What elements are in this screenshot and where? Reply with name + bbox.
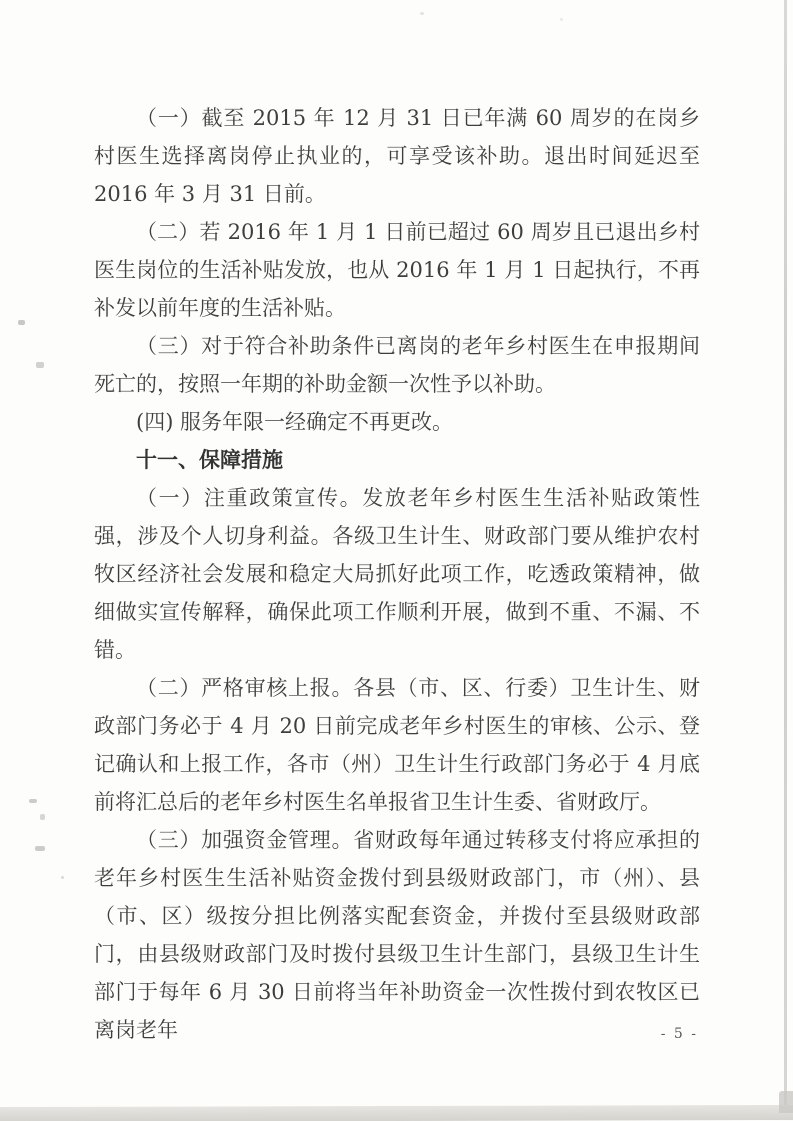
section-heading: 十一、保障措施 [136,448,283,472]
scan-speck [61,876,64,879]
body-paragraph: （三）加强资金管理。省财政每年通过转移支付将应承担的老年乡村医生生活补贴资金拨付到县级财政部门，市（州）、县（市、区）级按分担比例落实配套资金，并拨付至县级财政部门，由县级财政部门及时拨付县级卫生计生部门，县级卫生计生部门于每年 6 月 30 日前将当年补助资金一次性拨付到农牧区已离岗老年 [94,828,700,1042]
scan-speck [35,846,45,851]
scan-speck [18,320,25,325]
body-paragraph: (四) 服务年限一经确定不再更改。 [136,410,454,434]
scan-speck [36,362,44,368]
body-paragraph: （二）若 2016 年 1 月 1 日前已超过 60 周岁且已退出乡村医生岗位的生活补贴发放，也从 2016 年 1 月 1 日起执行，不再补发以前年度的生活补贴。 [94,220,700,320]
scan-corner-shadow [779,1091,793,1113]
body-paragraph: （一）截至 2015 年 12 月 31 日已年满 60 周岁的在岗乡村医生选择离岗停止执业的，可享受该补助。退出时间延迟至 2016 年 3 月 31 日前。 [94,106,700,206]
body-paragraph: （三）对于符合补助条件已离岗的老年乡村医生在申报期间死亡的，按照一年期的补助金额一次性予以补助。 [94,334,700,396]
scan-edge-line [784,0,787,1105]
scan-speck [420,12,424,15]
scan-speck [40,814,45,820]
body-paragraph: （一）注重政策宣传。发放老年乡村医生生活补贴政策性强，涉及个人切身利益。各级卫生计生、财政部门要从维护农村牧区经济社会发展和稳定大局抓好此项工作，吃透政策精神，做细做实宣传解释，确保此项工作顺利开展，做到不重、不漏、不错。 [94,486,700,662]
scan-bottom-shadow [0,1105,793,1121]
page-body [94,99,700,1049]
page-number: - 5 - [660,1026,698,1042]
scan-speck [560,18,563,21]
body-paragraph: （二）严格审核上报。各县（市、区、行委）卫生计生、财政部门务必于 4 月 20 日前完成老年乡村医生的审核、公示、登记确认和上报工作，各市（州）卫生计生行政部门务必于 4 月底前将汇总后的老年乡村医生名单报省卫生计生委、省财政厅。 [94,676,700,814]
scan-speck [29,799,37,803]
